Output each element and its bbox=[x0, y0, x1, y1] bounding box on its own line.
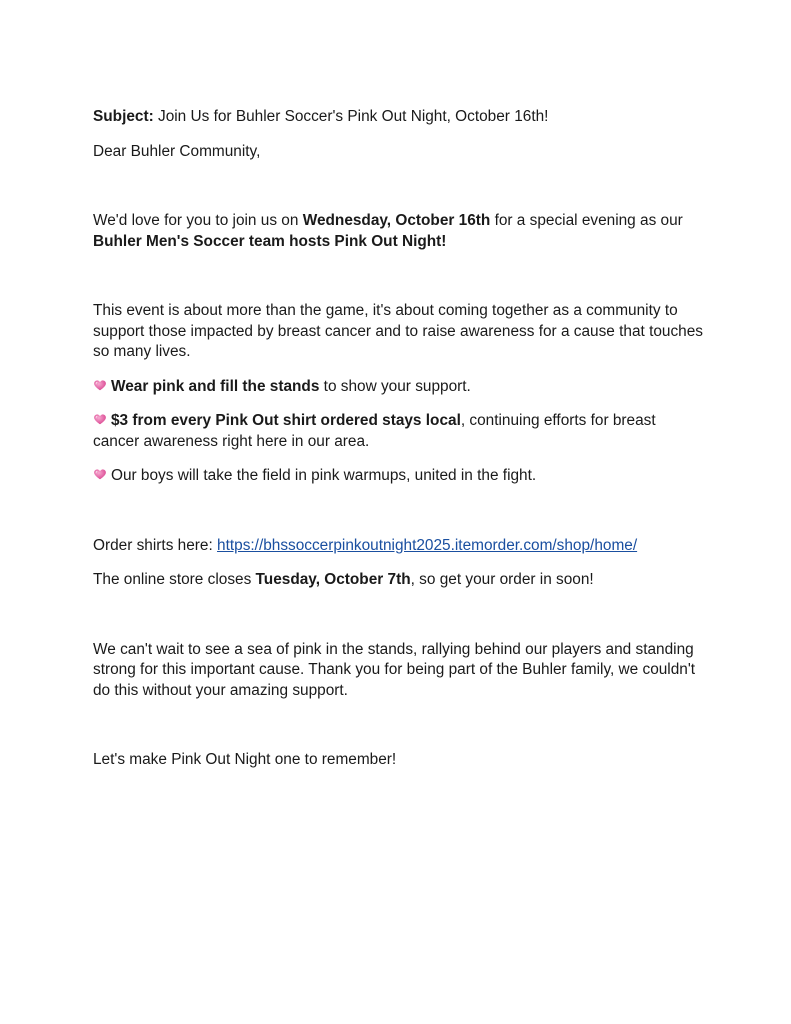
pink-heart-icon bbox=[93, 412, 107, 426]
store-close-date: Tuesday, October 7th bbox=[255, 571, 411, 588]
email-document bbox=[93, 107, 703, 771]
event-paragraph: This event is about more than the game, it's about coming together as a community to support those impacted by breast cancer and to raise awareness for a cause that touches so many lives. bbox=[93, 302, 703, 360]
store-close-line bbox=[93, 570, 703, 591]
order-shirts-link[interactable]: https://bhssoccerpinkoutnight2025.itemorder.com/shop/home/ bbox=[217, 536, 638, 554]
intro-pre: We'd love for you to join us on bbox=[93, 212, 303, 229]
closing-paragraph: We can't wait to see a sea of pink in the stands, rallying behind our players and standing strong for this important cause. Thank you for being part of the Buhler family, we couldn't do this without your amazing support. bbox=[93, 640, 696, 699]
store-post: , so get your order in soon! bbox=[410, 571, 594, 588]
greeting: Dear Buhler Community, bbox=[93, 142, 261, 160]
bullet-bold: $3 from every Pink Out shirt ordered stays local bbox=[111, 412, 461, 429]
bullet-item bbox=[93, 377, 703, 398]
bullet-item bbox=[93, 466, 703, 487]
subject-label: Subject: bbox=[93, 108, 154, 125]
store-pre: The online store closes bbox=[93, 571, 256, 588]
pink-heart-icon bbox=[93, 467, 107, 481]
intro-mid: for a special evening as our bbox=[490, 212, 683, 229]
subject-text: Join Us for Buhler Soccer's Pink Out Night, October 16th! bbox=[153, 108, 549, 125]
pink-heart-icon bbox=[93, 378, 107, 392]
bullet-text: , continuing efforts for breast cancer awareness right here in our area. bbox=[93, 412, 656, 450]
order-label: Order shirts here: bbox=[93, 536, 218, 554]
order-line bbox=[93, 536, 703, 557]
subject-line bbox=[93, 107, 703, 128]
bullet-text: to show your support. bbox=[319, 377, 471, 395]
intro-date: Wednesday, October 16th bbox=[302, 212, 491, 229]
sign-off: Let's make Pink Out Night one to remember! bbox=[93, 751, 397, 768]
bullet-item bbox=[93, 411, 703, 452]
intro-paragraph bbox=[93, 211, 703, 252]
bullet-text: Our boys will take the field in pink warmups, united in the fight. bbox=[111, 467, 537, 484]
intro-team: Buhler Men's Soccer team hosts Pink Out Night! bbox=[93, 232, 447, 250]
bullet-bold: Wear pink and fill the stands bbox=[111, 377, 320, 395]
